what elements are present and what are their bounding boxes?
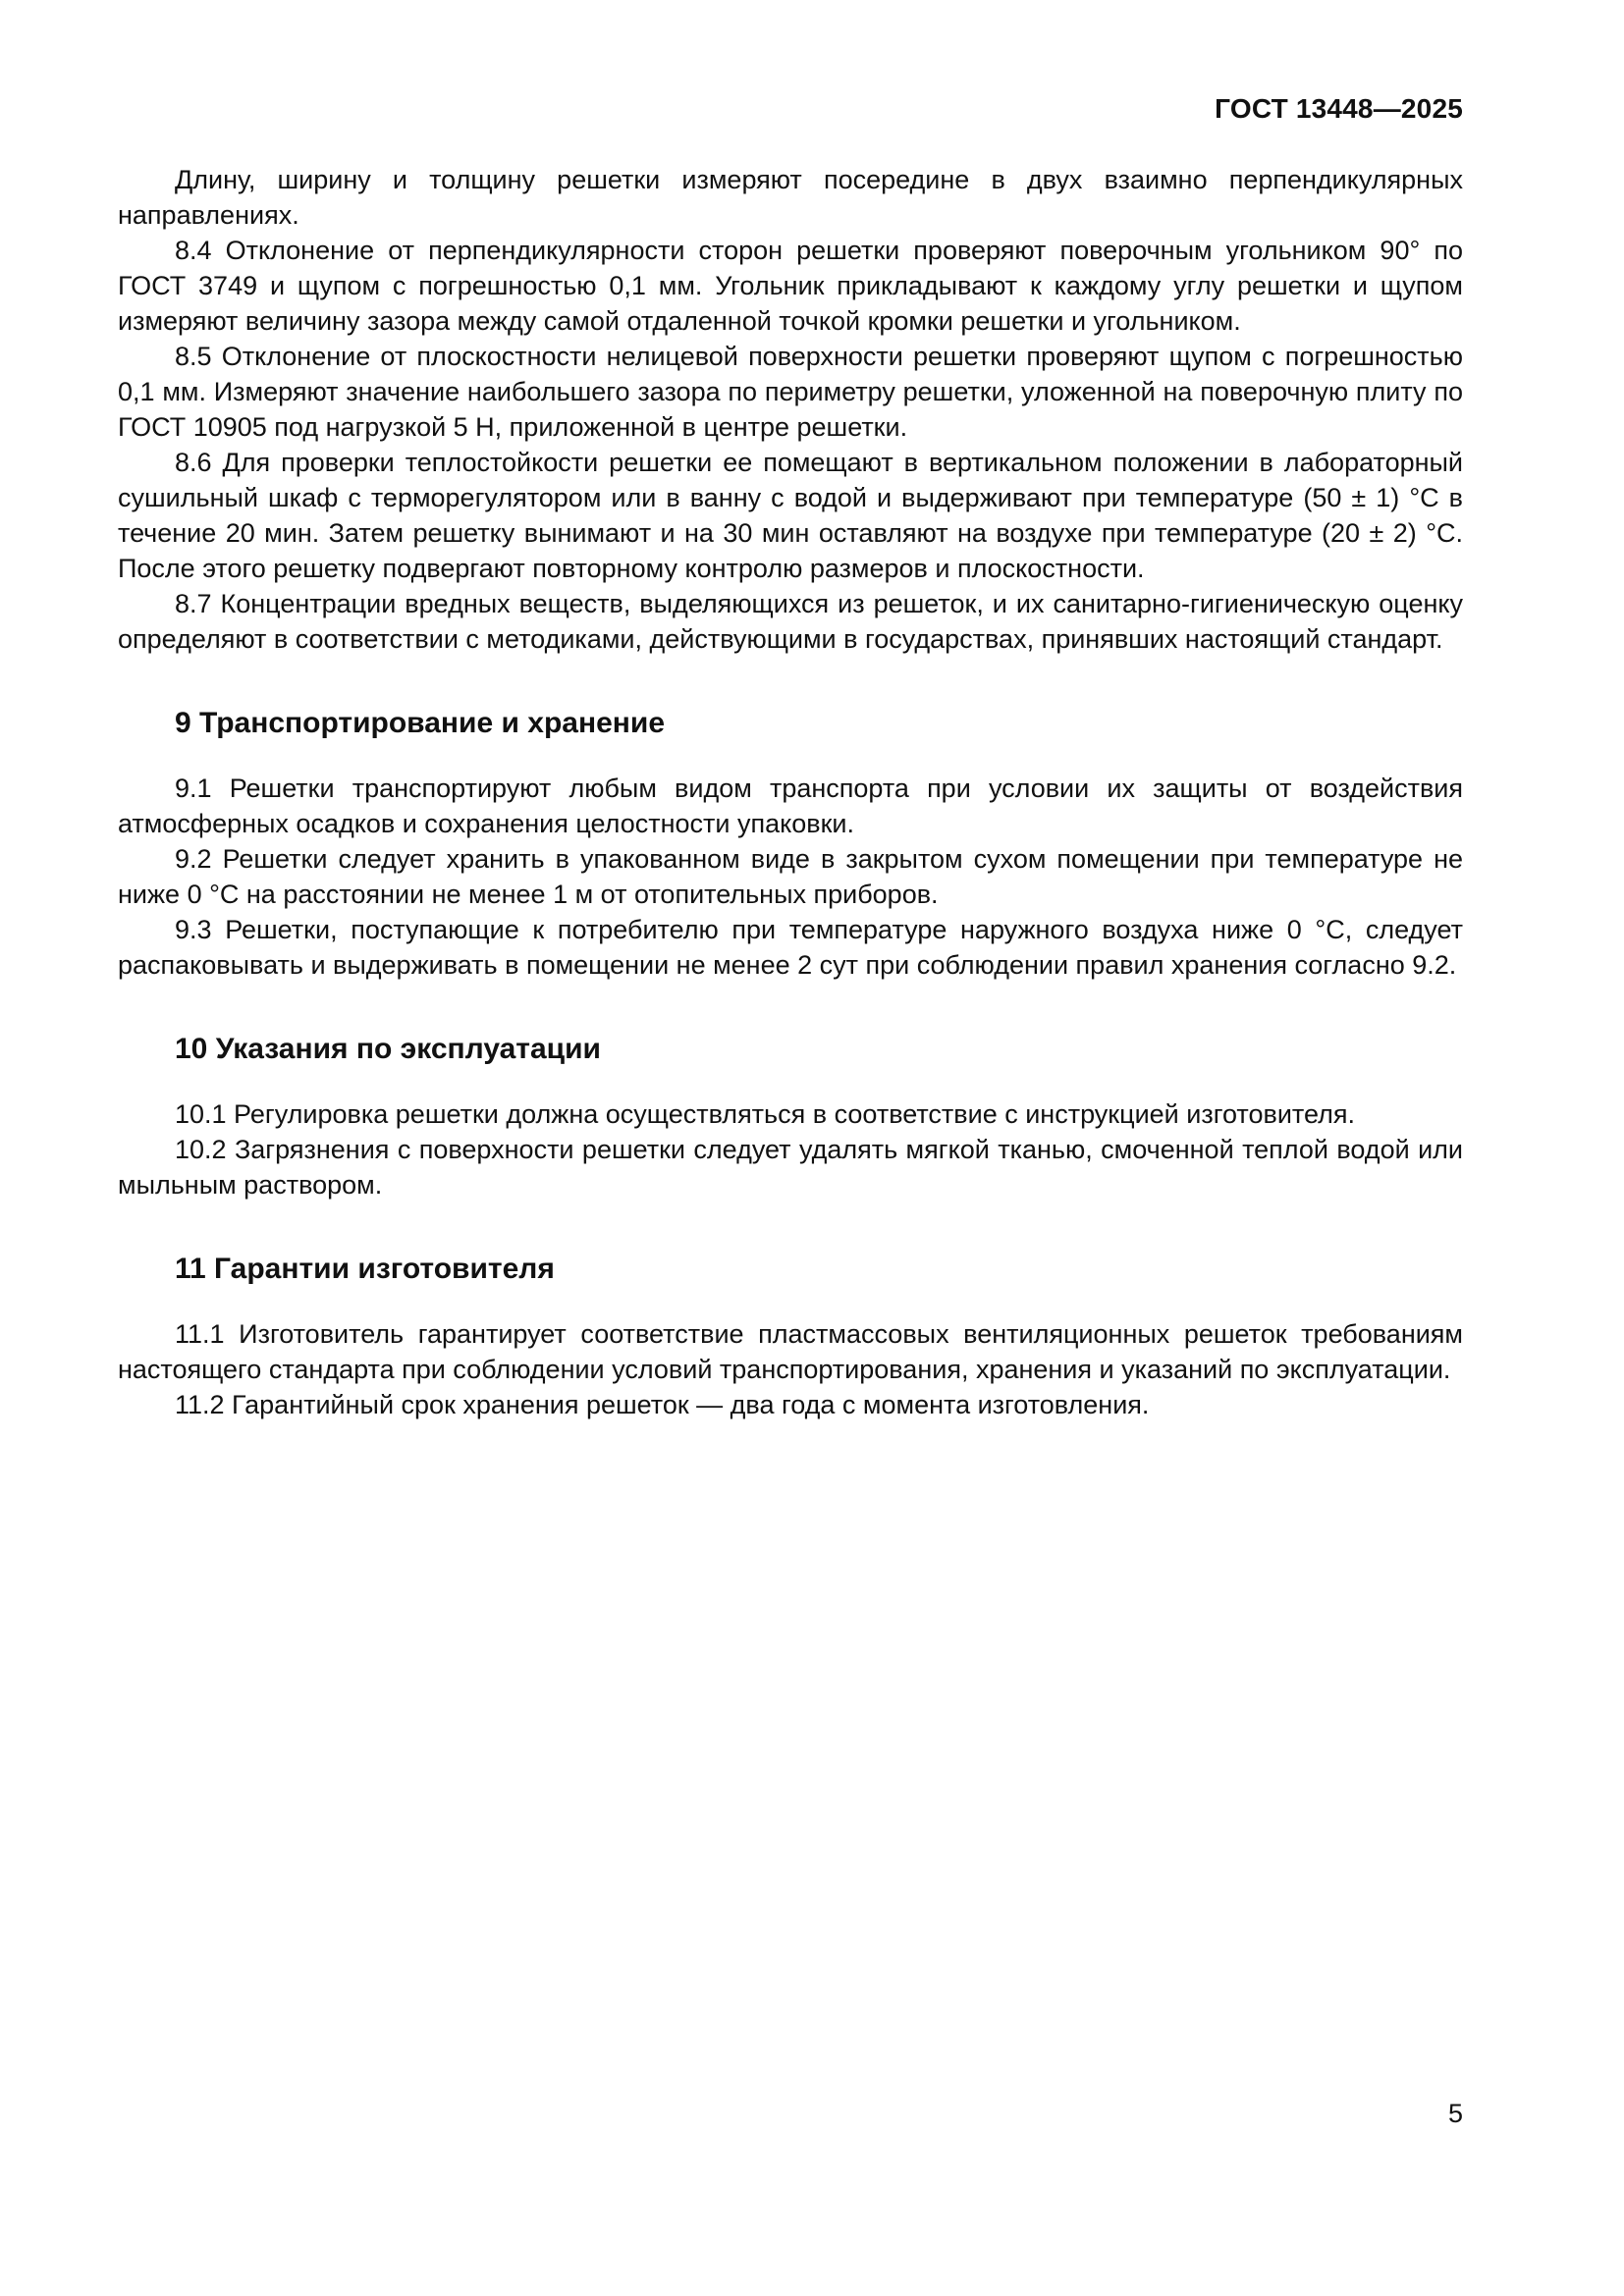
paragraph-8-6: 8.6 Для проверки теплостойкости решетки ее помещают в вертикальном положении в лабораторный сушильный шкаф с терморегулятором или в ванну с водой и выдерживают при температуре (50 ± 1) °С в течение 20 мин. Затем решетку вынимают и на 30 мин оставляют на воздухе при температуре (20 ± 2) °С. После этого решетку подвергают повторному контролю размеров и плоскостности. — [118, 448, 1463, 583]
paragraph-8-intro-continuation: Длину, ширину и толщину решетки измеряют посередине в двух взаимно перпендикулярных направлениях. — [118, 165, 1463, 230]
page-number: 5 — [1447, 2099, 1463, 2128]
paragraph-11-2: 11.2 Гарантийный срок хранения решеток — два года с момента изготовления. — [175, 1390, 1150, 1419]
paragraph-8-7: 8.7 Концентрации вредных веществ, выделяющихся из решеток, и их санитарно-гигиеническую оценку определяют в соответствии с методиками, действующими в государствах, принявших настоящий стандарт. — [118, 589, 1463, 654]
paragraph-8-4: 8.4 Отклонение от перпендикулярности сторон решетки проверяют поверочным угольником 90° по ГОСТ 3749 и щупом с погрешностью 0,1 мм. Угольник прикладывают к каждому углу решетки и щупом измеряют величину зазора между самой отдаленной точкой кромки решетки и угольником. — [118, 236, 1463, 336]
document-body — [118, 162, 1463, 1422]
paragraph-9-2: 9.2 Решетки следует хранить в упакованном виде в закрытом сухом помещении при температуре не ниже 0 °С на расстоянии не менее 1 м от отопительных приборов. — [118, 844, 1463, 909]
section-9-heading: 9 Транспортирование и хранение — [175, 707, 666, 739]
paragraph-11-1: 11.1 Изготовитель гарантирует соответствие пластмассовых вентиляционных решеток требованиям настоящего стандарта при соблюдении условий транспортирования, хранения и указаний по эксплуатации. — [118, 1319, 1463, 1384]
section-11-heading: 11 Гарантии изготовителя — [175, 1253, 555, 1285]
paragraph-9-1: 9.1 Решетки транспортируют любым видом транспорта при условии их защиты от воздействия атмосферных осадков и сохранения целостности упаковки. — [118, 774, 1463, 838]
paragraph-10-2: 10.2 Загрязнения с поверхности решетки следует удалять мягкой тканью, смоченной теплой водой или мыльным раствором. — [118, 1135, 1463, 1200]
paragraph-8-5: 8.5 Отклонение от плоскостности нелицевой поверхности решетки проверяют щупом с погрешностью 0,1 мм. Измеряют значение наибольшего зазора по периметру решетки, уложенной на поверочную плиту по ГОСТ 10905 под нагрузкой 5 Н, приложенной в центре решетки. — [118, 342, 1463, 442]
paragraph-10-1: 10.1 Регулировка решетки должна осуществляться в соответствие с инструкцией изготовителя. — [175, 1099, 1355, 1129]
document-header-designation: ГОСТ 13448—2025 — [1215, 93, 1463, 124]
paragraph-9-3: 9.3 Решетки, поступающие к потребителю при температуре наружного воздуха ниже 0 °С, следует распаковывать и выдерживать в помещении не менее 2 сут при соблюдении правил хранения согласно 9.2. — [118, 915, 1463, 980]
section-10-heading: 10 Указания по эксплуатации — [175, 1033, 602, 1065]
